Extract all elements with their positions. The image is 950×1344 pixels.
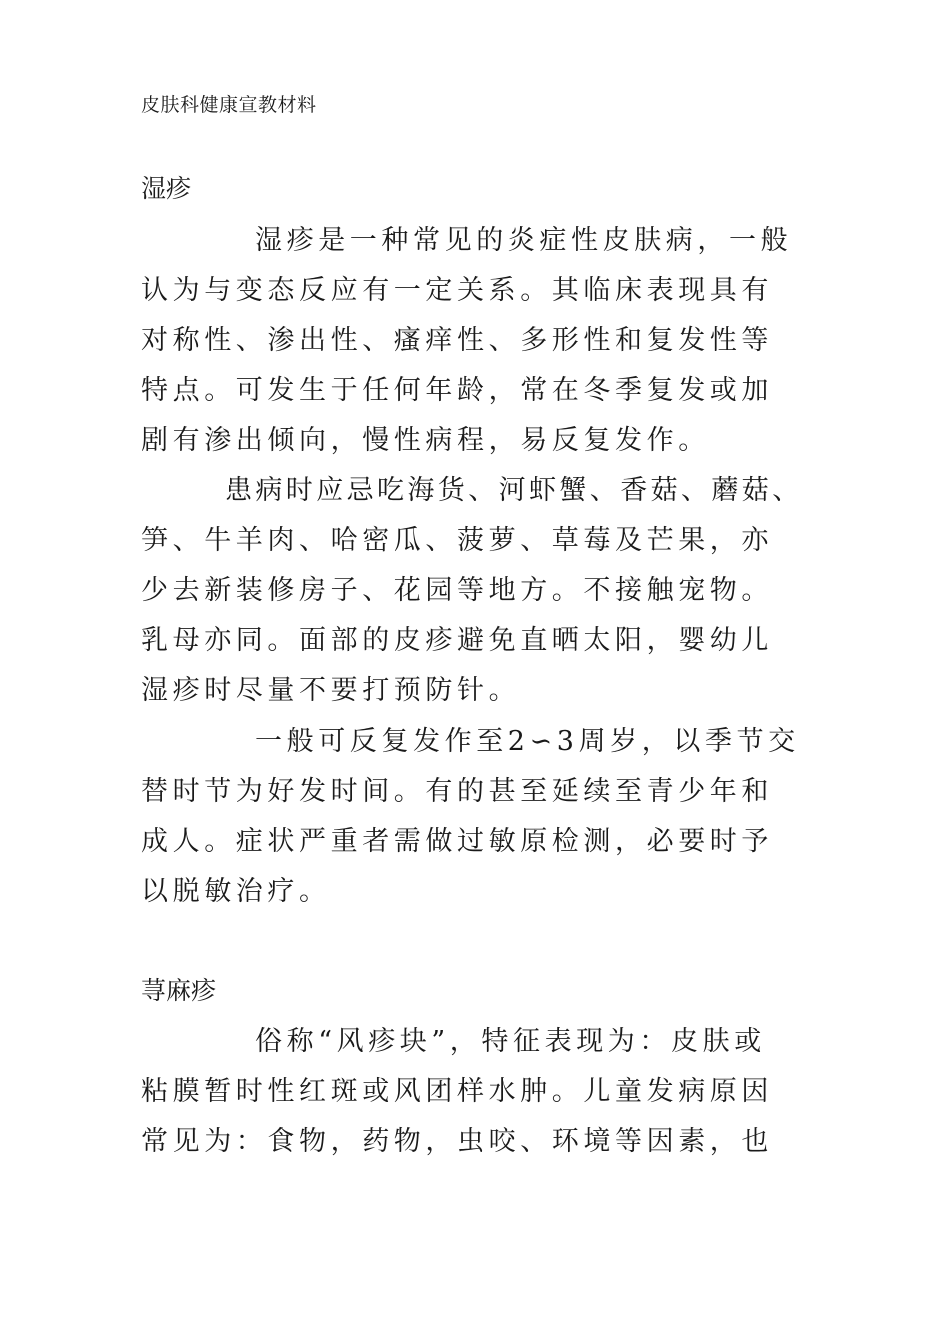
paragraph-line: 认为与变态反应有一定关系。其临床表现具有	[141, 275, 773, 306]
paragraph-line: 乳母亦同。面部的皮疹避免直晒太阳，婴幼儿	[141, 625, 773, 656]
paragraph-line: 常见为：食物，药物，虫咬、环境等因素，也	[141, 1126, 773, 1157]
paragraph-line: 一般可反复发作至2∽3周岁，以季节交	[255, 726, 800, 757]
paragraph-line: 俗称“风疹块”，特征表现为：皮肤或	[255, 1026, 766, 1057]
paragraph-line: 少去新装修房子、花园等地方。不接触宠物。	[141, 575, 773, 606]
section-heading-eczema: 湿疹	[141, 174, 192, 203]
paragraph-line: 笋、牛羊肉、哈密瓜、菠萝、草莓及芒果，亦	[141, 525, 773, 556]
paragraph-line: 患病时应忌吃海货、河虾蟹、香菇、蘑菇、	[225, 475, 803, 506]
paragraph-line: 湿疹时尽量不要打预防针。	[141, 675, 521, 706]
paragraph-line: 对称性、渗出性、瘙痒性、多形性和复发性等	[141, 325, 773, 356]
document-title: 皮肤科健康宣教材料	[141, 94, 317, 116]
paragraph-line: 以脱敏治疗。	[141, 876, 331, 907]
paragraph-line: 替时节为好发时间。有的甚至延续至青少年和	[141, 776, 773, 807]
paragraph-line: 粘膜暂时性红斑或风团样水肿。儿童发病原因	[141, 1076, 773, 1107]
paragraph-line: 成人。症状严重者需做过敏原检测，必要时予	[141, 826, 773, 857]
section-heading-urticaria: 荨麻疹	[141, 976, 217, 1005]
paragraph-line: 剧有渗出倾向，慢性病程，易反复发作。	[141, 425, 710, 456]
paragraph-line: 特点。可发生于任何年龄，常在冬季复发或加	[141, 375, 773, 406]
paragraph-line: 湿疹是一种常见的炎症性皮肤病，一般	[255, 225, 793, 256]
